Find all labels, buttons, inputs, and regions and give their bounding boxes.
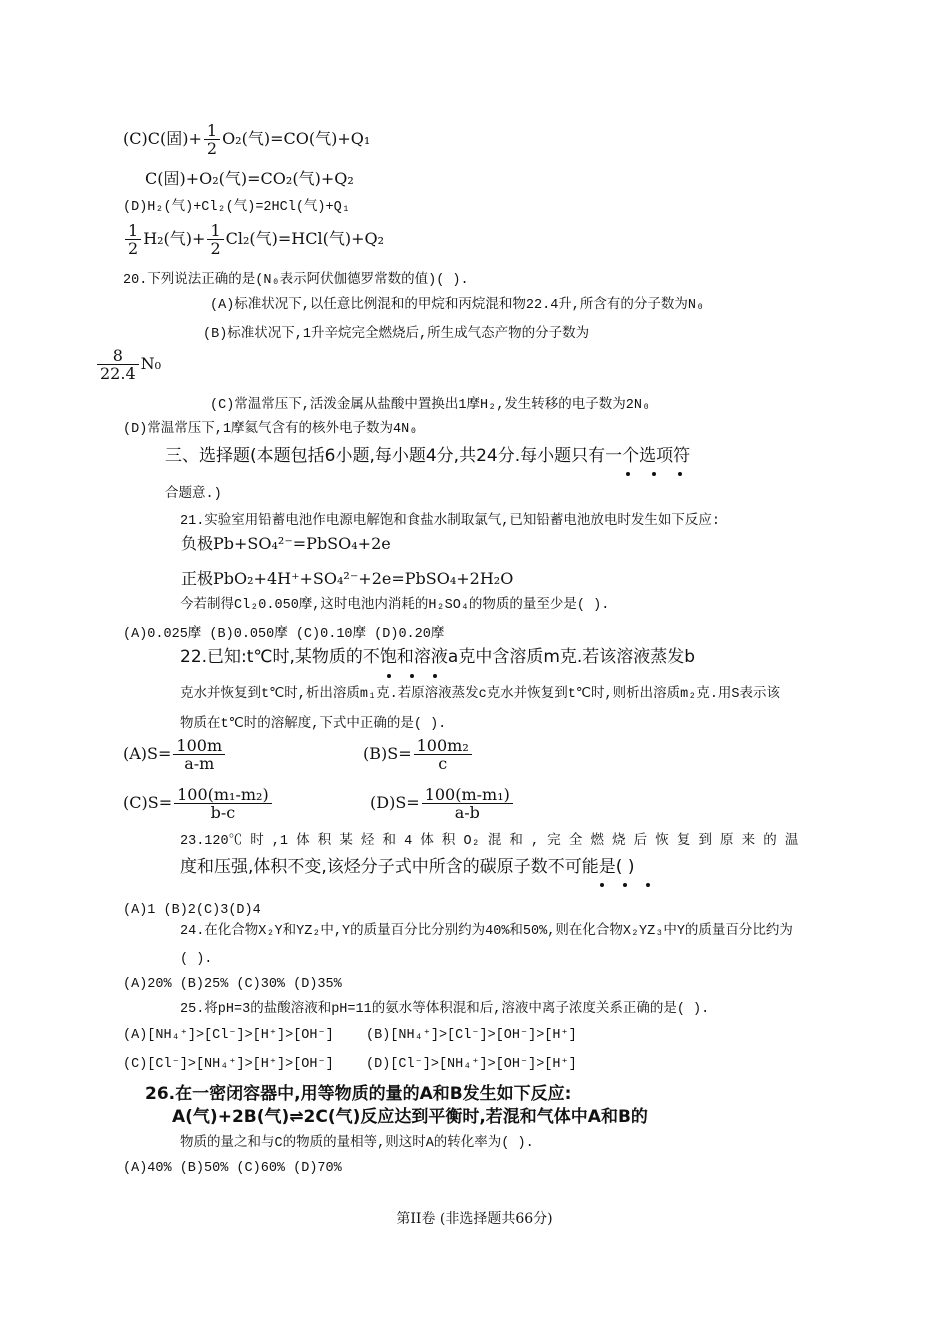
emphasis-dot: [600, 883, 604, 887]
q25-option-c: (C)[Cl⁻]>[NH₄⁺]>[H⁺]>[OH⁻]: [123, 1057, 334, 1072]
q24-line-1: 24.在化合物X₂Y和YZ₂中,Y的质量百分比分别约为40%和50%,则在化合物X₂YZ₃中Y的质量百分比约为: [180, 924, 793, 939]
emphasis-dot: [433, 674, 437, 678]
fraction: $\frac{1}{2}$: [125, 222, 141, 257]
q24-line-2: ( ).: [180, 952, 213, 967]
q22-line-1: 22.已知:t℃时,某物质的不饱和溶液a克中含溶质m克.若该溶液蒸发b: [180, 647, 696, 667]
q26-line-1: 26.在一密闭容器中,用等物质的量的A和B发生如下反应:: [145, 1084, 572, 1104]
q26-line-2: A(气)+2B(气)⇌2C(气)反应达到平衡时,若混和气体中A和B的: [172, 1107, 648, 1127]
q22-option-c: (C)S= $\frac{\text{100(m₁-m₂)}}{b-c}$: [123, 786, 274, 821]
part-2-heading: 第II卷 (非选择题共66分): [396, 1211, 553, 1227]
section-3-heading: 三、选择题(本题包括6小题,每小题4分,共24分.每小题只有一个选项符: [165, 446, 691, 466]
q22-option-d: (D)S= $\frac{\text{100(m-m₁)}}{a-b}$: [370, 786, 515, 821]
emphasis-dot: [626, 472, 630, 476]
fraction: $\frac{\text{100(m-m₁)}}{a-b}$: [422, 786, 513, 821]
q21-positive-electrode: 正极PbO₂+4H⁺+SO₄²⁻+2e=PbSO₄+2H₂O: [181, 569, 514, 588]
q26-line-3: 物质的量之和与C的物质的量相等,则这时A的转化率为( ).: [180, 1136, 534, 1151]
q19-d-eq1: (D)H₂(气)+Cl₂(气)=2HCl(气)+Q₁: [123, 200, 350, 215]
q22-option-b: (B)S= $\frac{\text{100m₂}}{c}$: [363, 737, 474, 772]
fraction: $\frac{1}{2}$: [204, 122, 220, 157]
q23-line-2: 度和压强,体积不变,该烃分子式中所含的碳原子数不可能是( ): [180, 857, 635, 877]
emphasis-dot: [387, 674, 391, 678]
q20-option-b: (B)标准状况下,1升辛烷完全燃烧后,所生成气态产物的分子数为: [203, 327, 590, 342]
q26-options: (A)40% (B)50% (C)60% (D)70%: [123, 1161, 342, 1176]
emphasis-dot: [410, 674, 414, 678]
q22-option-a: (A)S= $\frac{100m}{a-m}$: [123, 737, 227, 772]
q23-line-1: 23.120℃ 时 ,1 体 积 某 烃 和 4 体 积 O₂ 混 和 , 完 全 燃 烧 后 恢 复 到 原 来 的 温: [180, 834, 799, 849]
fraction: $\frac{8}{22.4}$: [97, 347, 139, 382]
q21-stem: 21.实验室用铅蓄电池作电源电解饱和食盐水制取氯气,已知铅蓄电池放电时发生如下反应:: [180, 514, 721, 529]
q20-stem: 20.下列说法正确的是(N₀表示阿伏伽德罗常数的值)( ).: [123, 273, 469, 288]
q24-options: (A)20% (B)25% (C)30% (D)35%: [123, 977, 342, 992]
q19-c-eq1: (C)C(固)+ $\frac{1}{2}$ O₂(气)=CO(气)+Q₁: [123, 121, 371, 158]
q21-options: (A)0.025摩 (B)0.050摩 (C)0.10摩 (D)0.20摩: [123, 627, 445, 642]
fraction: $\frac{\text{100m₂}}{c}$: [414, 737, 472, 772]
q23-options: (A)1 (B)2(C)3(D)4: [123, 903, 261, 918]
emphasis-dot: [678, 472, 682, 476]
q20-option-b-fraction: $\frac{8}{22.4}$ N₀: [95, 347, 161, 382]
emphasis-dot: [652, 472, 656, 476]
q19-d-eq2: $\frac{1}{2}$ H₂(气)+ $\frac{1}{2}$ Cl₂(气)=HCl(气)+Q₂: [123, 222, 384, 257]
q22-line-3: 物质在t℃时的溶解度,下式中正确的是( ).: [180, 717, 447, 732]
q21-ask: 今若制得Cl₂0.050摩,这时电池内消耗的H₂SO₄的物质的量至少是( ).: [180, 598, 610, 613]
fraction: $\frac{100m}{a-m}$: [173, 737, 225, 772]
fraction: $\frac{1}{2}$: [207, 222, 223, 257]
fraction: $\frac{\text{100(m₁-m₂)}}{b-c}$: [174, 786, 272, 821]
q20-option-a: (A)标准状况下,以任意比例混和的甲烷和丙烷混和物22.4升,所含有的分子数为N₀: [210, 298, 705, 313]
q25-option-a: (A)[NH₄⁺]>[Cl⁻]>[H⁺]>[OH⁻]: [123, 1028, 334, 1043]
q22-line-2: 克水并恢复到t℃时,析出溶质m₁克.若原溶液蒸发c克水并恢复到t℃时,则析出溶质m₂克.用S表示该: [180, 687, 781, 702]
q25-option-d: (D)[Cl⁻]>[NH₄⁺]>[OH⁻]>[H⁺]: [366, 1057, 577, 1072]
q19-c-eq2: C(固)+O₂(气)=CO₂(气)+Q₂: [145, 169, 354, 188]
q20-option-c: (C)常温常压下,活泼金属从盐酸中置换出1摩H₂,发生转移的电子数为2N₀: [210, 398, 651, 413]
q21-negative-electrode: 负极Pb+SO₄²⁻=PbSO₄+2e: [181, 534, 391, 553]
q25-stem: 25.将pH=3的盐酸溶液和pH=11的氨水等体积混和后,溶液中离子浓度关系正确的是( ).: [180, 1002, 710, 1017]
q25-option-b: (B)[NH₄⁺]>[Cl⁻]>[OH⁻]>[H⁺]: [366, 1028, 577, 1043]
emphasis-dot: [646, 883, 650, 887]
section-3-heading-tail: 合题意.): [165, 487, 222, 502]
emphasis-dot: [623, 883, 627, 887]
q20-option-d: (D)常温常压下,1摩氦气含有的核外电子数为4N₀: [123, 422, 418, 437]
